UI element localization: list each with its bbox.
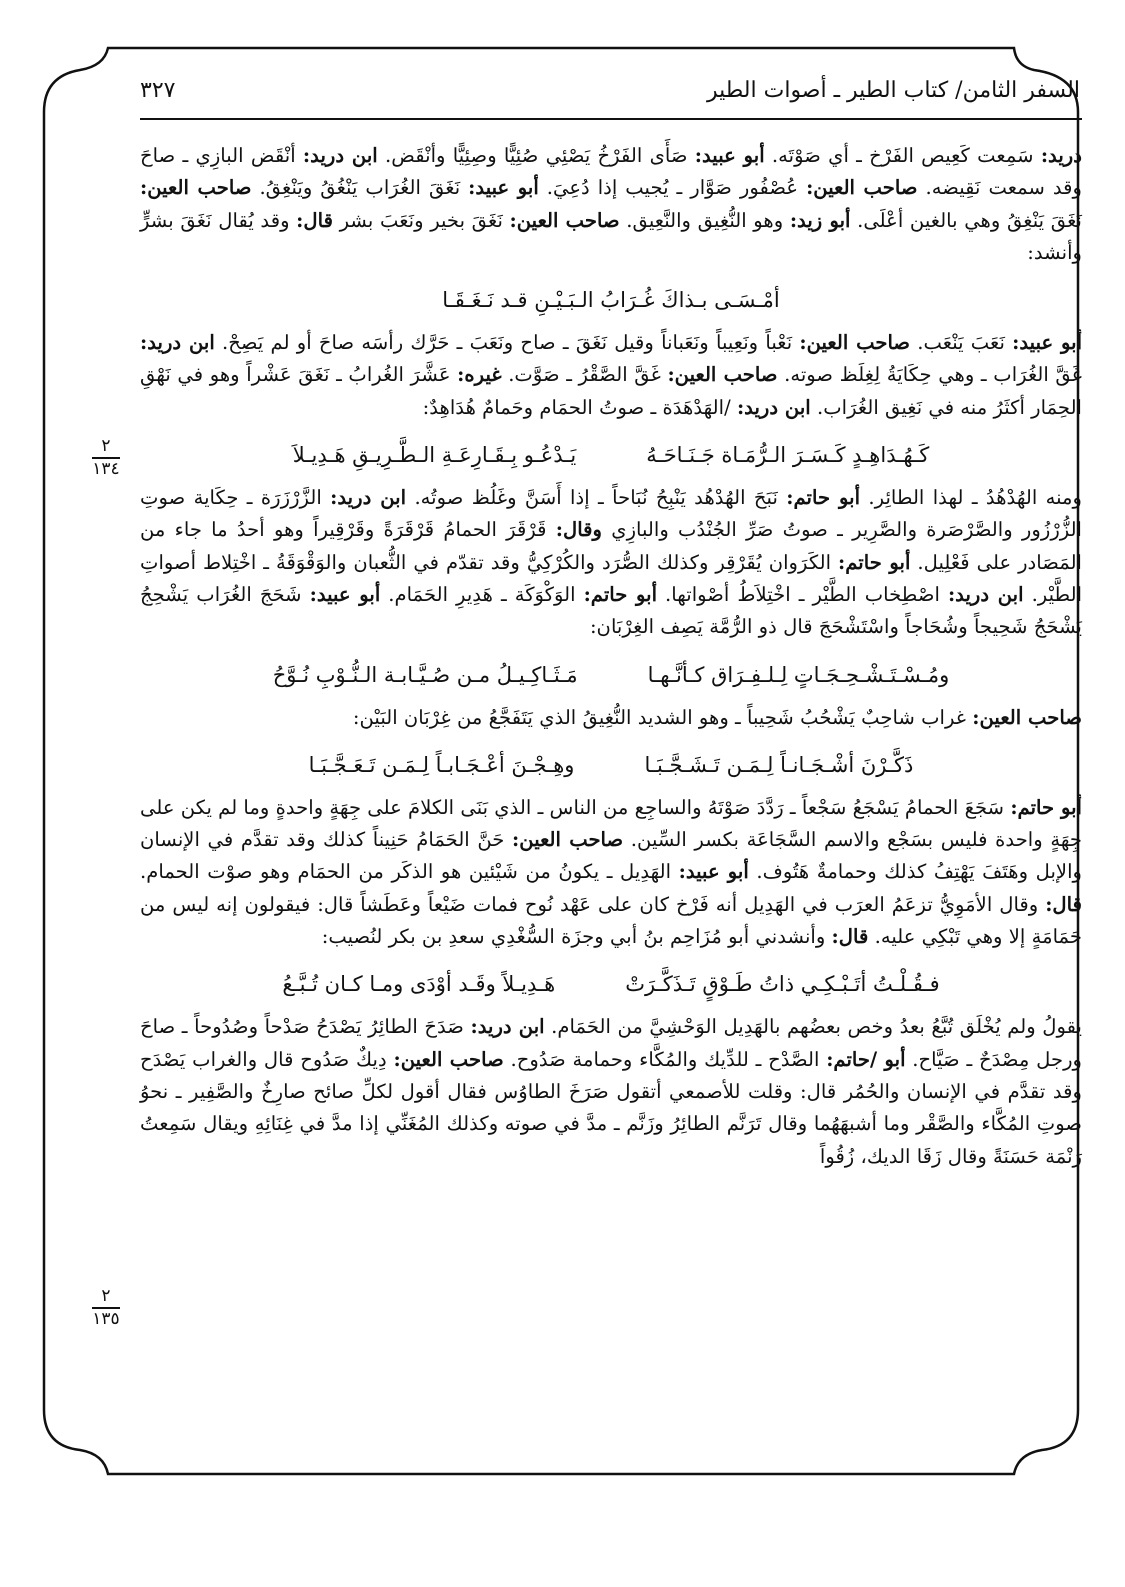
paragraph-6: يقولُ ولم يُخْلَق تُبَّعُ بعدُ وخص بعضُهم بالهَدِيل الوَحْشِيَّ من الحَمَام. ابن دريد: صَدَحَ الطائِرُ يَصْدَحُ صَدْحاً وصُدُوحاً ـ صاحَ ورجل مِصْدَحٌ ـ صَيَّاح. أبو /حاتم: الصَّدْح ـ للدِّيك والمُكَّاء وحمامة صَدُوح. صاحب العين: دِيكٌ صَدُوح قال والغراب يَصْدَح وقد تقدَّم في الإنسان والحُمُر قال: وقلت للأصمعي أتقول صَرَخَ الطاوُس فقال أقول لكلِّ صائح صارِخٌ والصَّفِير ـ نحوُ صوتِ المُكَّاء والصَّقْر وما أشبهَهُما وقال تَرَنَّم الطائِرُ وزَنَّم ـ مدَّ في صوته وكذلك المُغَنِّي إذا مدَّ في غِنَائِهِ ويقال سَمِعتُ رَنْمَة حَسَنَةً وقال زَقَا الديك، زُقُواً xyxy=(140,1015,1082,1168)
margin-note-2-top: ٢ xyxy=(101,1286,111,1306)
verse-3-second-hemistich: مَـثَـاكِـيـلُ مـن صُـيَّـابـة الـنُّـوْبِ نُـوَّحُ xyxy=(272,662,578,687)
verse-5 xyxy=(140,967,1082,1001)
paragraph-2: أبو عبيد: نَعَبَ يَنْعَب. صاحب العين: نَعْباً ونَعِيباً ونَعَباناً وقيل نَغَقَ ـ صاح ونَعَبَ ـ حَرَّك رأسَه صاحَ أو لم يَصِحْ. ابن دريد: غَقَّ الغُرَاب ـ وهي حِكَايَةُ لِغِلَظ صوته. صاحب العين: غَقَّ الصَّقْرُ ـ صَوَّت. غيره: عَشَّرَ الغُرابُ ـ نَغَقَ عَشْراً وهو في نَهْقِ الحِمَار أكثَرُ منه في نَغِيق الغُرَاب. ابن دريد: /الهَدْهَدَة ـ صوتُ الحمَام وحَمامٌ هُدَاهِدٌ: xyxy=(140,331,1083,419)
verse-4 xyxy=(140,748,1082,782)
verse-1 xyxy=(140,283,1082,317)
verse-5-first-hemistich: فـقُـلْـتُ أتَـبْـكِـي ذاتُ طَـوْقٍ تَـذَكَّـرَتْ xyxy=(625,972,940,997)
margin-note-1 xyxy=(84,438,128,478)
paragraph-1: دريد: سَمِعت كَعِيص الفَرْخ ـ أي صَوْتَه. أبو عبيد: صَأَى الفَرْخُ يَصْئِي صُئِيًّا وصِئِيًّا وأنْقَض. ابن دريد: أنْقَض البازِي ـ صاحَ وقد سمعت نَقِيضه. صاحب العين: عُصْفُور صَوَّار ـ يُجيب إذا دُعِيَ. أبو عبيد: نَغَقَ الغُرَاب يَنْغُقُ ويَنْغِقُ. صاحب العين: نَغَقَ يَنْغِقُ وهي بالغين أعْلَى. أبو زيد: وهو النُّغِيق والنَّعِيق. صاحب العين: نَغَقَ بخير ونَعَبَ بشر قال: وقد يُقال نَغَقَ بشرٍّ وأنشد: xyxy=(140,144,1083,264)
margin-note-2 xyxy=(84,1288,128,1328)
verse-4-second-hemistich: وهِـجْـنَ أعْـجَـابـاً لِـمَـن تَـعَـجَّـبَـا xyxy=(308,752,575,777)
verse-2-second-hemistich: يَـدْعُـو بِـقَـارِعَـةِ الـطَّـرِيـقِ هَـدِيـلاَ xyxy=(292,443,577,468)
verse-4-first-hemistich: ذَكَّـرْنَ أشْـجَـانـاً لِـمَـن تَـشَـجَّـبَـا xyxy=(644,752,914,777)
paragraph-3: ومنه الهُدْهُدُ ـ لهذا الطائِر. أبو حاتم: نَبَحَ الهُدْهُد يَنْبِحُ نُبَاحاً ـ إذا أَسَنَّ وغَلُظ صوتُه. ابن دريد: الزَّرْزَرَة ـ حِكَاية صوتِ الزُّرْزُور والصَّرْصَرة والصَّرِير ـ صوتُ صَرِّ الجُنْدُب والبازِي وقال: قَرْقَرَ الحمامُ قَرْقَرَةً وقَرْقِيراً وهو أحدُ ما جاء من المَصَادر على فَعْلِيل. أبو حاتم: الكَرَوان يُقَرْقِر وكذلك الصُّرَد والكُرْكِيُّ وقد تقدّم في الثُّعبان والوَقْوَقَةُ ـ اخْتِلاط أصواتِ الطَّيْر. ابن دريد: اصْطِخاب الطَّيْر ـ اخْتِلاَطُ أصْواتها. أبو حاتم: الوَكْوَكَة ـ هَدِيرِ الحَمَام. أبو عبيد: شَحَجَ الغُرَاب يَشْحِجُ يَشْحَجُ شَحِيجاً وشُحَاجاً واسْتَشْحَجَ قال ذو الرُّمَّة يَصِف الغِرْبَان: xyxy=(140,486,1083,639)
verse-5-second-hemistich: هَـدِيـلاً وقَـد أوْدَى ومـا كـان تُـبَّـعُ xyxy=(282,972,556,997)
body-text xyxy=(140,140,1082,1173)
margin-note-2-bottom: ١٣٥ xyxy=(92,1308,120,1329)
margin-note-1-bottom: ١٣٤ xyxy=(92,458,120,479)
header-rule xyxy=(140,118,1082,120)
verse-3-first-hemistich: ومُـسْـتَـشْـحِـجَـاتٍ لِـلـفِـرَاق كـأنَّـهـا xyxy=(647,662,950,687)
verse-1-hemistich: أمْـسَـى بـذاكَ غُـرَابُ الـبَـيْـنِ قـد نَـغَـقَـا xyxy=(442,288,780,313)
verse-2 xyxy=(140,438,1082,472)
verse-2-first-hemistich: كَـهُـدَاهِـدٍ كَـسَـرَ الـرُّمَـاة جَـنَـاحَـهُ xyxy=(646,443,930,468)
paragraph-4: صاحب العين: غراب شاحِبٌ يَشْحُبُ شَحِيباً ـ وهو الشديد النُّغِيقُ الذي يَتَفَجَّعُ من غِرْبَان البَيْن: xyxy=(352,705,1082,729)
running-title: السفر الثامن/ كتاب الطير ـ أصوات الطير xyxy=(706,78,1080,103)
verse-3 xyxy=(140,658,1082,692)
running-header xyxy=(140,78,1080,110)
page-number: ٣٢٧ xyxy=(140,78,176,103)
paragraph-5: أبو حاتم: سَجَعَ الحمامُ يَسْجَعُ سَجْعاً ـ رَدَّدَ صَوْتَهُ والساجِع من الناس ـ الذي بَنَى الكلامَ على جِهَةٍ واحدةٍ وما لم يكن على جِهَةٍ واحدة فليس بسَجْع والاسم السَّجَاعَة بكسر السِّين. صاحب العين: حَنَّ الحَمَامُ حَنِيناً كذلك وقد تقدَّم في الإنسان والإبل وهَتَفَ يَهْتِفُ كذلك وحمامةٌ هَتُوف. أبو عبيد: الهَدِيل ـ يكونُ من شَيْئين هو الذكَر من الحمَام وهو صوْت الحمام. قال: وقال الأمَوِيُّ تزعَمُ العرَب في الهَدِيل أنه فَرْخ كان على عَهْد نُوح فمات ضَيْعاً وعَطَشاً قال: فيقولون إنه ليس من حَمَامَةٍ إلا وهي تَبْكِي عليه. قال: وأنشدني أبو مُزَاحِم بنُ أبي وجزَة السُّغْدِي سعدِ بن بكر لنُصيب: xyxy=(140,795,1083,949)
margin-note-1-top: ٢ xyxy=(101,436,111,456)
